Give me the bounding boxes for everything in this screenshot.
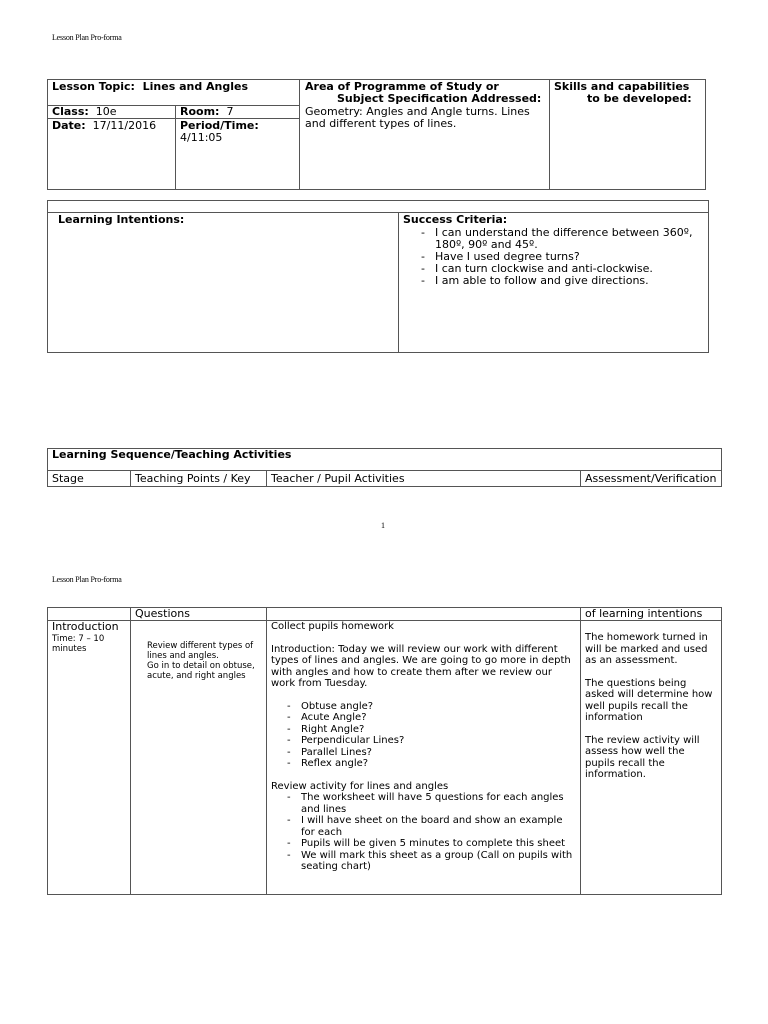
sequence-title: Learning Sequence/Teaching Activities xyxy=(52,448,292,461)
review-activity-item: - Pupils will be given 5 minutes to complete this sheet xyxy=(285,838,577,850)
criteria-item: - Have I used degree turns? xyxy=(419,251,704,263)
teaching-point: Go in to detail on obtuse, acute, and right angles xyxy=(147,661,255,681)
review-item: - Parallel Lines? xyxy=(285,747,577,759)
stage-name: Introduction xyxy=(52,620,119,633)
review-activity-item: - I will have sheet on the board and show an example for each xyxy=(285,815,577,838)
success-criteria-list xyxy=(419,227,704,287)
period-cell xyxy=(180,120,259,144)
room-label: Room: xyxy=(180,105,220,118)
intro-paragraph: Introduction: Today we will review our work with different types of lines and angles. We are going to go more in depth with angles and how to create them after we review our work from Tuesday. xyxy=(271,643,571,689)
criteria-item: - I can understand the difference between 360º, 180º, 90º and 45º. xyxy=(419,227,704,251)
review-item: - Perpendicular Lines? xyxy=(285,735,577,747)
review-item: - Reflex angle? xyxy=(285,758,577,770)
col-activities: Teacher / Pupil Activities xyxy=(271,472,405,485)
class-value: 10e xyxy=(95,105,117,118)
review-item: - Right Angle? xyxy=(285,724,577,736)
col-teaching: Teaching Points / Key xyxy=(135,472,251,485)
period-value: 4/11:05 xyxy=(180,131,223,144)
area-heading-1: Area of Programme of Study or xyxy=(305,80,499,93)
collect-homework: Collect pupils homework xyxy=(271,621,394,632)
criteria-item: - I can turn clockwise and anti-clockwise. xyxy=(419,263,704,275)
review-item: - Acute Angle? xyxy=(285,712,577,724)
stage-time: Time: 7 – 10 minutes xyxy=(52,634,105,654)
teaching-cont: Questions xyxy=(135,607,190,620)
topic-label: Lesson Topic: xyxy=(52,80,135,93)
class-label: Class: xyxy=(52,105,89,118)
page-header: Lesson Plan Pro-forma xyxy=(52,33,122,42)
criteria-item: - I am able to follow and give directions. xyxy=(419,275,704,287)
class-cell xyxy=(52,106,117,118)
col-stage: Stage xyxy=(52,472,84,485)
success-criteria-label: Success Criteria: xyxy=(403,213,508,226)
skills-heading-2: to be developed: xyxy=(587,92,692,105)
area-heading-2: Subject Specification Addressed: xyxy=(337,92,542,105)
skills-heading-1: Skills and capabilities xyxy=(554,80,690,93)
assessment-paragraph: The review activity will assess how well the pupils recall the information. xyxy=(585,734,700,780)
date-cell xyxy=(52,120,156,132)
page-number: 1 xyxy=(381,521,385,530)
period-label: Period/Time: xyxy=(180,119,259,132)
review-activity-item: - The worksheet will have 5 questions for each angles and lines xyxy=(285,792,577,815)
assessment-paragraph: The questions being asked will determine how well pupils recall the information xyxy=(585,677,713,723)
review-list xyxy=(271,701,577,770)
date-value: 17/11/2016 xyxy=(92,119,157,132)
review-activity-item: - We will mark this sheet as a group (Call on pupils with seating chart) xyxy=(285,850,577,873)
assessment-cont: of learning intentions xyxy=(585,607,703,620)
room-value: 7 xyxy=(226,105,234,118)
lesson-topic xyxy=(52,81,248,93)
room-cell xyxy=(180,106,233,118)
date-label: Date: xyxy=(52,119,86,132)
review-activity-title: Review activity for lines and angles xyxy=(271,780,449,792)
page-header: Lesson Plan Pro-forma xyxy=(52,575,122,584)
review-item: - Obtuse angle? xyxy=(285,701,577,713)
learning-intentions-label: Learning Intentions: xyxy=(58,213,185,226)
assessment-cell xyxy=(585,632,715,781)
assessment-paragraph: The homework turned in will be marked and used as an assessment. xyxy=(585,632,708,666)
activities-cell xyxy=(271,621,577,873)
review-activity-list xyxy=(271,792,577,873)
teaching-point: Review different types of lines and angles. xyxy=(147,641,254,661)
area-text: Geometry: Angles and Angle turns. Lines and different types of lines. xyxy=(305,105,530,130)
topic-value: Lines and Angles xyxy=(142,80,249,93)
col-assessment: Assessment/Verification xyxy=(585,472,717,485)
teaching-points xyxy=(147,641,265,681)
